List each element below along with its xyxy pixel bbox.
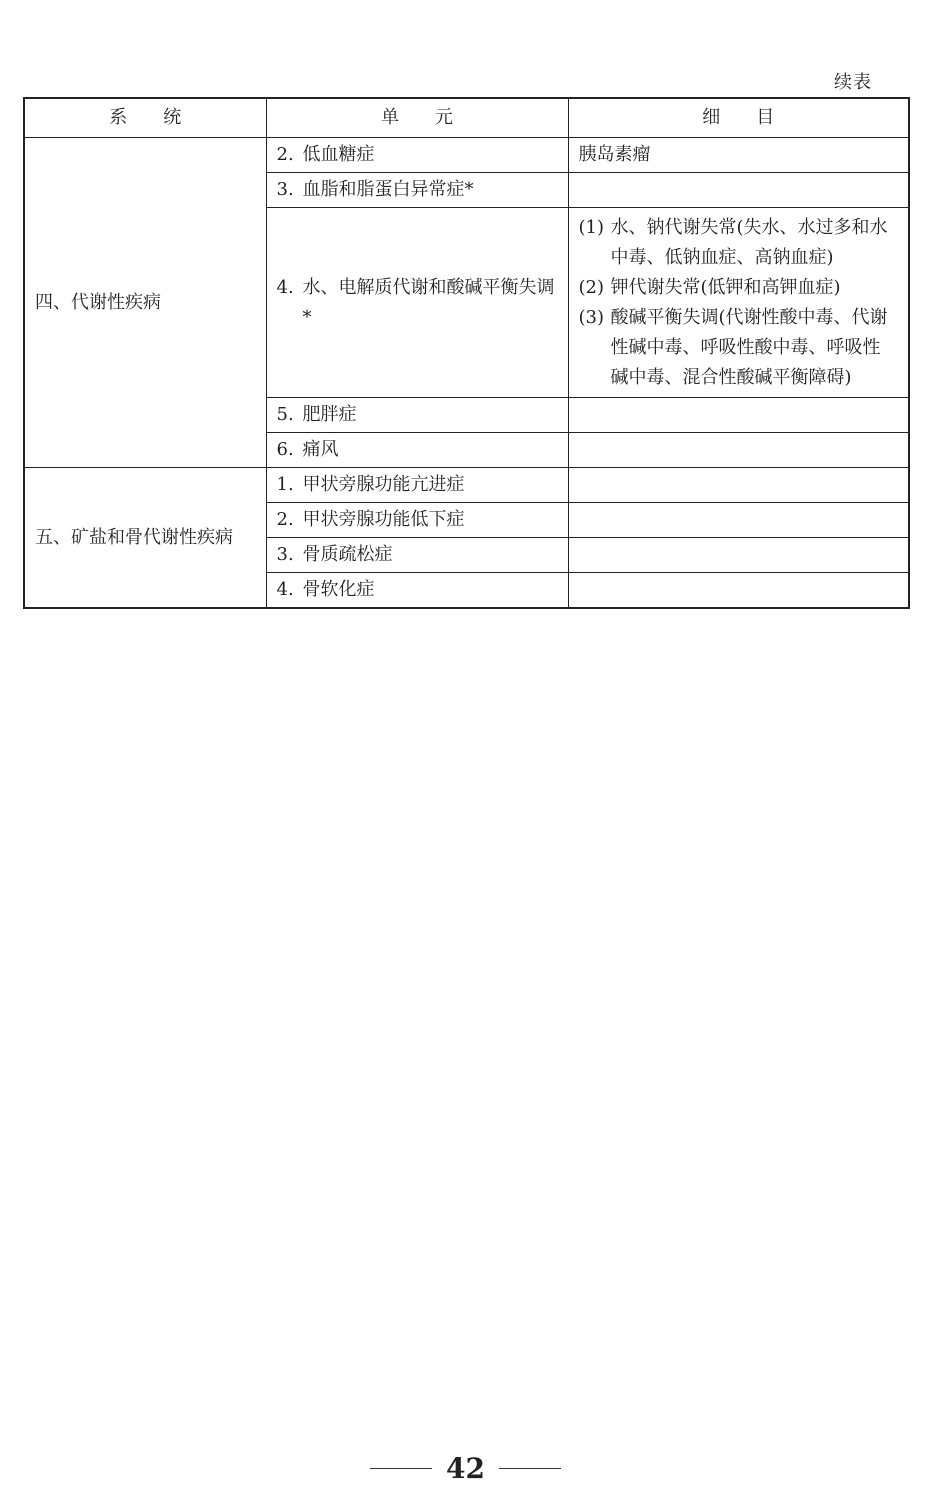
unit-number: 4.: [276, 276, 294, 298]
unit-name: 痛风: [302, 439, 339, 460]
continued-label: 续表: [834, 72, 872, 93]
unit-number: 1.: [276, 474, 294, 495]
detail-item-text: 水、钠代谢失常(失水、水过多和水中毒、低钠血症、高钠血症): [610, 216, 888, 268]
unit-number: 3.: [276, 179, 294, 200]
page-number: 42: [446, 1451, 485, 1485]
detail-item: [579, 273, 899, 303]
syllabus-table: [23, 97, 910, 609]
table-row: [24, 468, 909, 503]
unit-cell: [266, 173, 568, 208]
page-footer: [0, 1448, 931, 1488]
unit-cell: [266, 538, 568, 573]
detail-item: [579, 303, 899, 393]
detail-text: 胰岛素瘤: [578, 144, 651, 165]
detail-cell: [568, 398, 909, 433]
detail-item-text: 酸碱平衡失调(代谢性酸中毒、代谢性碱中毒、呼吸性酸中毒、呼吸性碱中毒、混合性酸碱平衡障碍): [610, 306, 888, 388]
detail-item: [579, 213, 899, 273]
unit-cell: [266, 138, 568, 173]
detail-cell: [568, 573, 909, 609]
unit-number: 5.: [276, 404, 294, 425]
unit-cell: [266, 433, 568, 468]
unit-name: 甲状旁腺功能亢进症: [302, 474, 465, 495]
footer-rule-right: [499, 1468, 561, 1469]
unit-name: 骨软化症: [302, 579, 375, 600]
system-cell: 五、矿盐和骨代谢性疾病: [24, 468, 266, 609]
unit-cell: [266, 208, 568, 398]
unit-name: 水、电解质代谢和酸碱平衡失调*: [302, 276, 555, 328]
table-header-row: [24, 98, 909, 138]
column-header-detail: 细 目: [568, 98, 909, 138]
footer-rule-left: [370, 1468, 432, 1469]
column-header-system: 系 统: [24, 98, 266, 138]
detail-cell: [568, 538, 909, 573]
unit-name: 血脂和脂蛋白异常症*: [302, 179, 474, 200]
detail-item-number: (1): [578, 216, 604, 238]
system-cell: 四、代谢性疾病: [24, 138, 266, 468]
detail-cell: [568, 503, 909, 538]
unit-name: 低血糖症: [302, 144, 375, 165]
unit-name: 甲状旁腺功能低下症: [302, 509, 465, 530]
detail-item-number: (2): [578, 276, 604, 298]
unit-number: 3.: [276, 544, 294, 565]
unit-name: 肥胖症: [302, 404, 357, 425]
unit-cell: [266, 503, 568, 538]
unit-name: 骨质疏松症: [302, 544, 393, 565]
detail-item-number: (3): [578, 306, 604, 328]
unit-number: 2.: [276, 509, 294, 530]
detail-cell: [568, 468, 909, 503]
unit-number: 4.: [276, 579, 294, 600]
table-row: [24, 138, 909, 173]
detail-cell: [568, 433, 909, 468]
unit-cell: [266, 573, 568, 609]
unit-number: 2.: [276, 144, 294, 165]
unit-cell: [266, 468, 568, 503]
detail-cell: [568, 173, 909, 208]
unit-number: 6.: [276, 439, 294, 460]
detail-item-text: 钾代谢失常(低钾和高钾血症): [610, 276, 841, 298]
column-header-unit: 单 元: [266, 98, 568, 138]
unit-cell: [266, 398, 568, 433]
detail-cell: [568, 208, 909, 398]
detail-cell: [568, 138, 909, 173]
